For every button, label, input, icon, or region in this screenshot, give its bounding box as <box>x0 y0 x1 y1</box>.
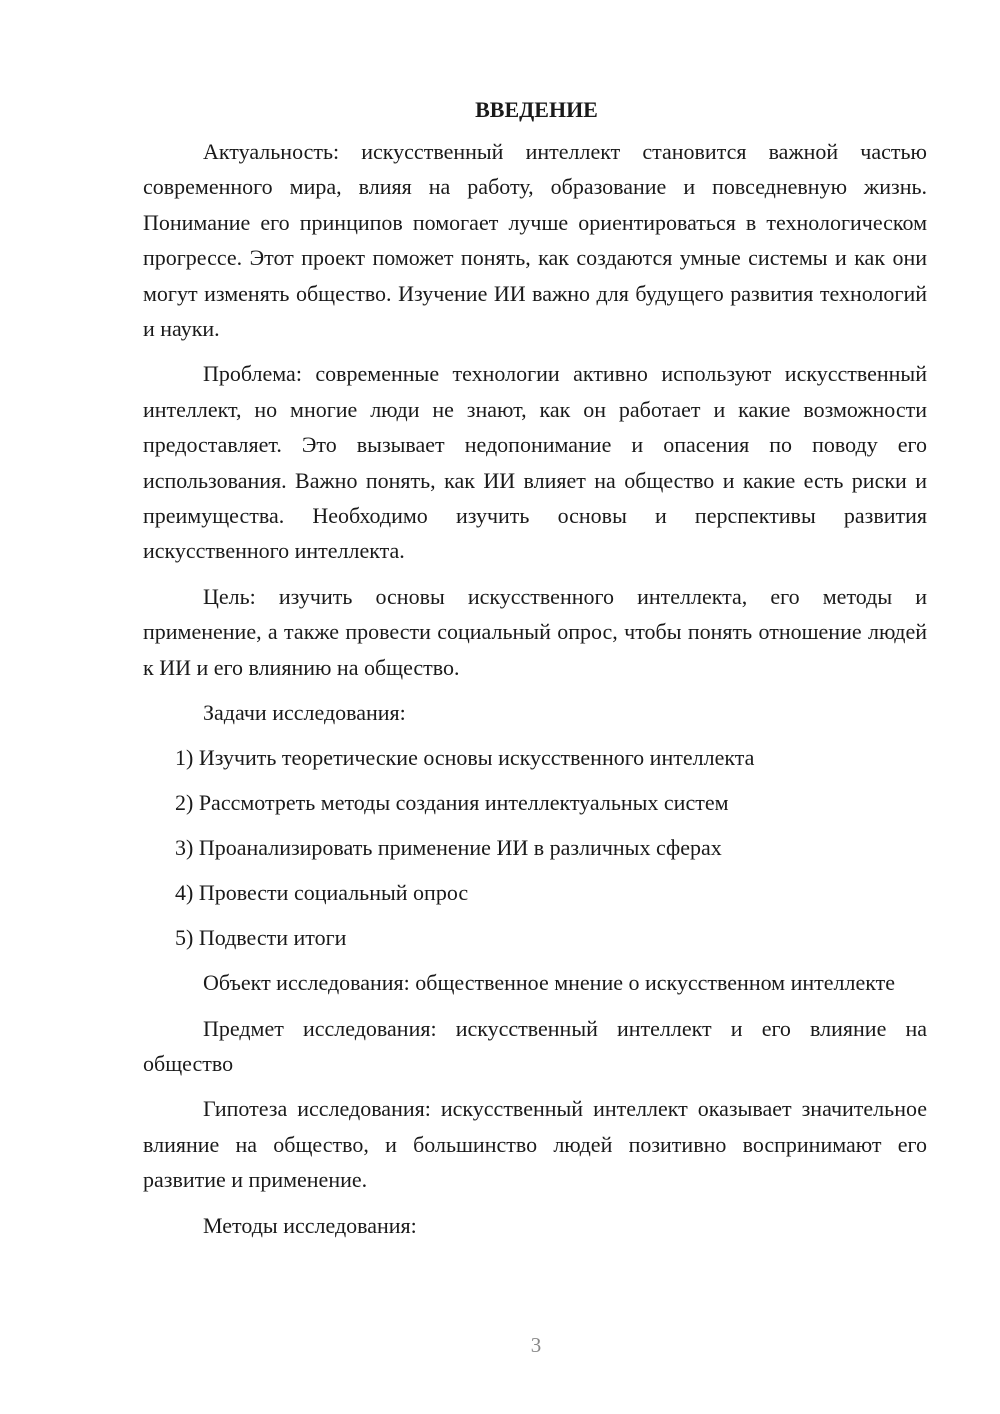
object-paragraph: Объект исследования: общественное мнение о искусственном интеллекте <box>203 970 896 996</box>
list-item: 4) Провести социальный опрос <box>175 880 469 906</box>
goal-paragraph: Цель: изучить основы искусственного интеллекта, его методы и применение, а также провести социальный опрос, чтобы понять отношение людей к ИИ и его влиянию на общество. <box>143 583 927 680</box>
relevance-paragraph: Актуальность: искусственный интеллект становится важной частью современного мира, влияя на работу, образование и повседневную жизнь. Понимание его принципов помогает лучше ориентироваться в технологическом прогрессе. Этот проект поможет понять, как создаются умные системы и как они могут изменять общество. Изучение ИИ важно для будущего развития технологий и науки. <box>143 139 927 342</box>
list-item: 1) Изучить теоретические основы искусственного интеллекта <box>175 745 755 771</box>
list-item: 5) Подвести итоги <box>175 925 347 951</box>
list-item: 2) Рассмотреть методы создания интеллектуальных систем <box>175 790 729 816</box>
problem-paragraph: Проблема: современные технологии активно используют искусственный интеллект, но многие люди не знают, как он работает и какие возможности предоставляет. Это вызывает недопонимание и опасения по поводу его использования. Важно понять, как ИИ влияет на общество и какие есть риски и преимущества. Необходимо изучить основы и перспективы развития искусственного интеллекта. <box>143 361 927 564</box>
page-number: 3 <box>530 1333 542 1357</box>
document-page <box>143 92 927 1253</box>
tasks-list <box>143 740 927 955</box>
tasks-label: Задачи исследования: <box>203 700 406 726</box>
subject-paragraph: Предмет исследования: искусственный интеллект и его влияние на общество <box>143 1015 927 1076</box>
hypothesis-paragraph: Гипотеза исследования: искусственный интеллект оказывает значительное влияние на общество, и большинство людей позитивно воспринимают его развитие и применение. <box>143 1096 927 1193</box>
methods-label: Методы исследования: <box>203 1212 417 1238</box>
page-title: ВВЕДЕНИЕ <box>475 97 598 122</box>
list-item: 3) Проанализировать применение ИИ в различных сферах <box>175 835 722 861</box>
